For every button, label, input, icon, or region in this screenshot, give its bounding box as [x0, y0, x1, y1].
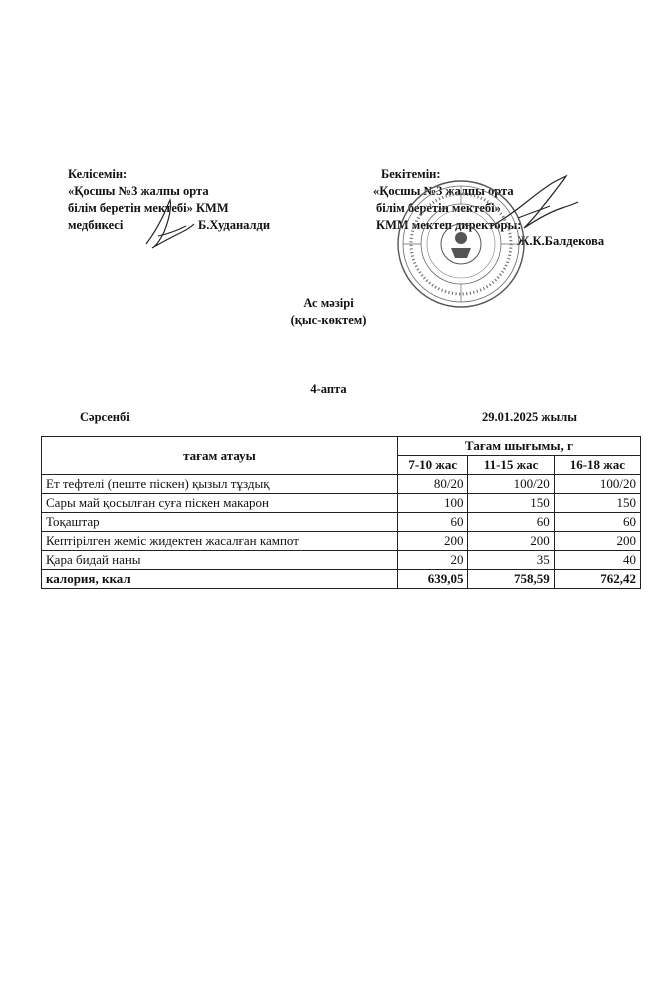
left-approval-heading: Келісемін:	[68, 167, 128, 181]
page-title: Ас мәзірі	[303, 296, 354, 310]
dish-name: Қара бидай наны	[42, 551, 398, 570]
yield-7-10: 20	[397, 551, 468, 570]
yield-11-15: 100/20	[468, 475, 554, 494]
right-approval-school-line2: білім беретін мектебі»	[376, 201, 501, 215]
right-approval-role: КММ мектеп директоры:	[376, 218, 522, 232]
right-approval-school-line1: «Қосшы №3 жалпы орта	[373, 184, 514, 198]
menu-table	[41, 436, 641, 589]
total-7-10: 639,05	[397, 570, 468, 589]
table-header-dish-name: тағам атауы	[42, 437, 398, 475]
table-header-age-7-10: 7-10 жас	[397, 456, 468, 475]
table-header-age-16-18: 16-18 жас	[554, 456, 640, 475]
yield-7-10: 60	[397, 513, 468, 532]
total-16-18: 762,42	[554, 570, 640, 589]
dish-name: Кептірілген жеміс жидектен жасалған кампот	[42, 532, 398, 551]
director-signature	[488, 174, 580, 240]
week-label: 4-апта	[310, 382, 347, 396]
yield-11-15: 150	[468, 494, 554, 513]
dish-name: Ет тефтелі (пеште піскен) қызыл тұздық	[42, 475, 398, 494]
yield-16-18: 60	[554, 513, 640, 532]
total-11-15: 758,59	[468, 570, 554, 589]
table-row	[42, 475, 641, 494]
table-row	[42, 513, 641, 532]
table-row	[42, 532, 641, 551]
table-header-age-11-15: 11-15 жас	[468, 456, 554, 475]
dish-name: Тоқаштар	[42, 513, 398, 532]
dish-name: Сары май қосылған суға піскен макарон	[42, 494, 398, 513]
left-approval-role: медбикесі	[68, 218, 124, 232]
yield-16-18: 100/20	[554, 475, 640, 494]
table-row	[42, 494, 641, 513]
date-label: 29.01.2025 жылы	[482, 410, 577, 424]
table-row	[42, 551, 641, 570]
nurse-signature	[138, 196, 198, 252]
day-label: Сәрсенбі	[80, 410, 130, 424]
table-total-row	[42, 570, 641, 589]
table-header-row	[42, 437, 641, 456]
table-header-yield: Тағам шығымы, г	[397, 437, 640, 456]
right-approval-name: Ж.К.Балдекова	[517, 234, 605, 248]
yield-7-10: 80/20	[397, 475, 468, 494]
left-approval-school-line1: «Қосшы №3 жалпы орта	[68, 184, 209, 198]
yield-7-10: 100	[397, 494, 468, 513]
yield-11-15: 60	[468, 513, 554, 532]
yield-11-15: 200	[468, 532, 554, 551]
right-approval-heading: Бекітемін:	[381, 167, 441, 181]
left-approval-name: Б.Худаналди	[198, 218, 271, 232]
total-label: калория, ккал	[42, 570, 398, 589]
yield-16-18: 40	[554, 551, 640, 570]
yield-16-18: 150	[554, 494, 640, 513]
yield-11-15: 35	[468, 551, 554, 570]
yield-16-18: 200	[554, 532, 640, 551]
page-subtitle: (қыс-көктем)	[290, 313, 367, 327]
left-approval-school-line2: білім беретін мектебі» КММ	[68, 201, 229, 215]
yield-7-10: 200	[397, 532, 468, 551]
